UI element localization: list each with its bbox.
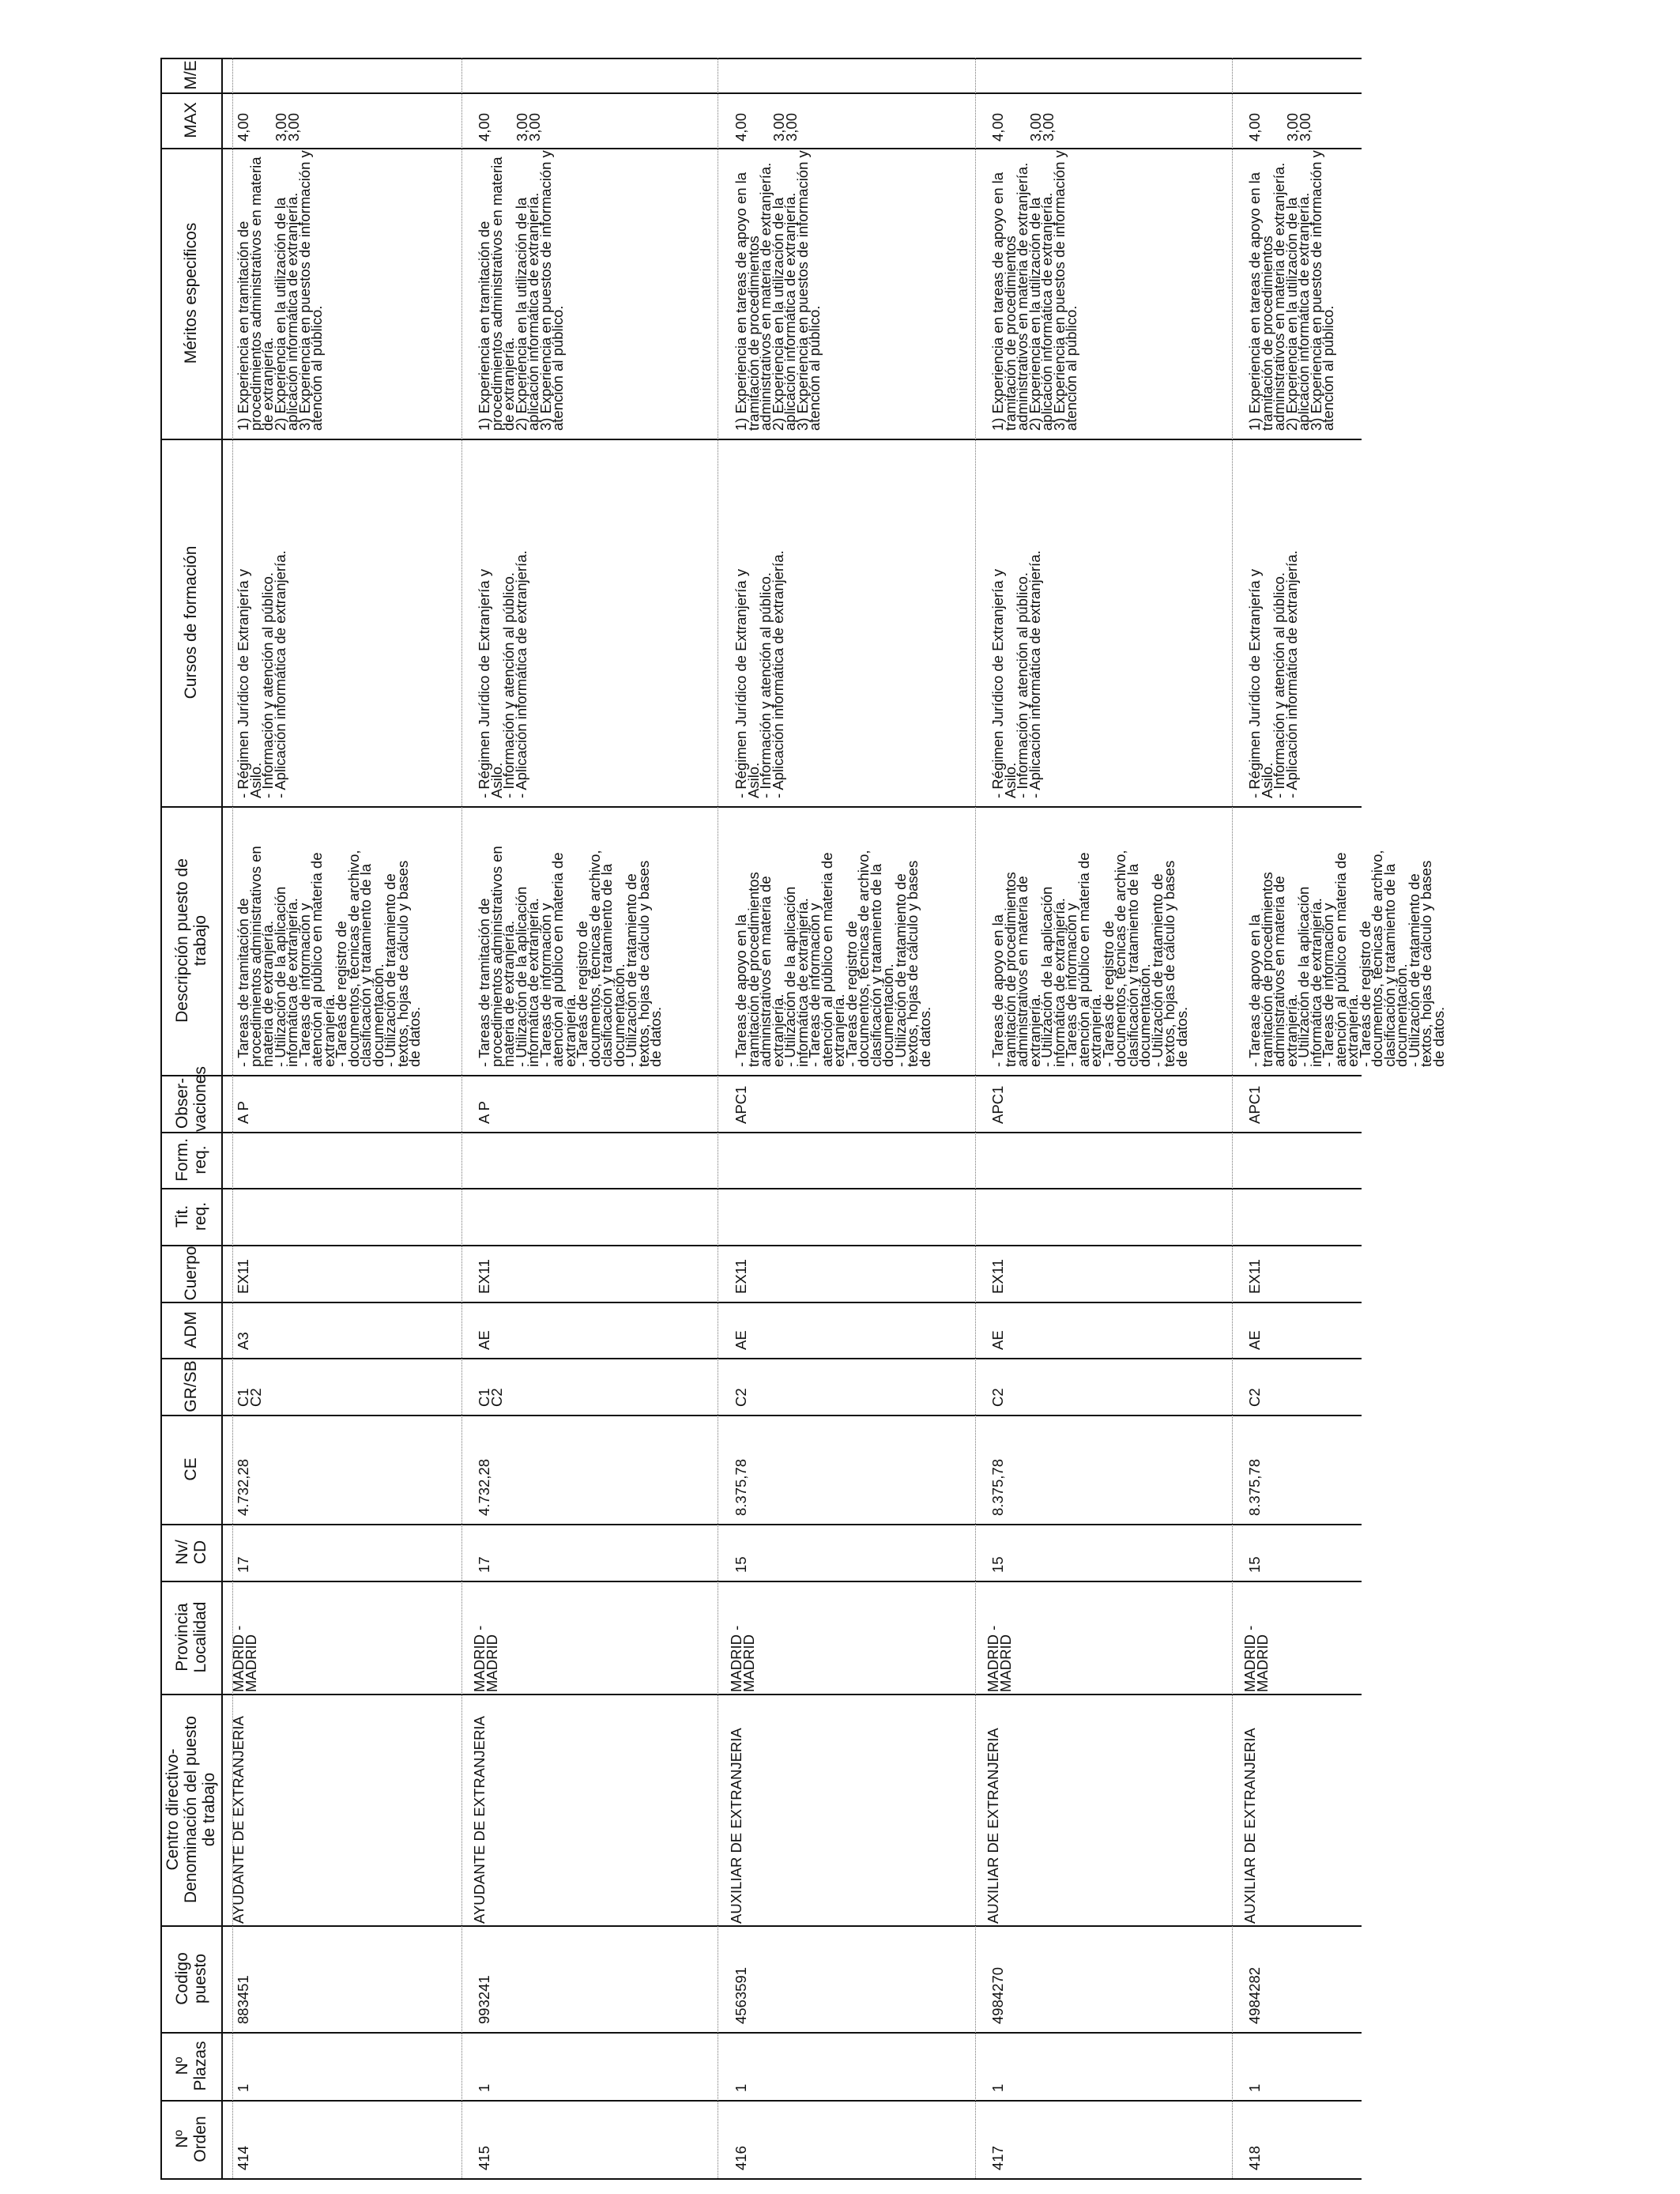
column-separator [160, 1302, 1362, 1303]
row-orden: 414 [235, 2146, 251, 2170]
column-separator [160, 148, 1362, 149]
row-adm: AE [476, 1330, 492, 1350]
row-nivel: 17 [476, 1556, 492, 1573]
row-max-value: 3,00 [1284, 112, 1301, 141]
column-separator [160, 1581, 1362, 1582]
header-right-border [221, 58, 223, 2178]
header-grupo: GR/SB [182, 1360, 200, 1412]
row-codigo: 993241 [476, 1975, 492, 2024]
column-separator [160, 1415, 1362, 1416]
header-centro: Centro directivo- Denominación del puesto de trabajo [164, 1716, 218, 1903]
table-bottom-border [160, 2178, 1362, 2180]
row-max-value: 3,00 [285, 112, 302, 141]
header-max: MAX [182, 102, 200, 138]
row-descripcion: - Tareas de apoyo en la tramitación de procedimientos administrativos en materia de extranjería. - Utilización de la aplicación informática de extranjería. - Tareas de información y atención al público en materia de extranjería. - Tareas de registro de documentos, técnicas de archivo, clasificación y tratamiento de la documentación. - Utilización de tratamiento de textos, hojas de cálculo y bases de datos. [1246, 850, 1447, 1067]
header-cursos: Cursos de formación [182, 545, 200, 699]
row-meritos: 1) Experiencia en tareas de apoyo en la tramitación de procedimientos administrativos en materia de extranjería. 2) Experiencia en la utilización de la aplicación informática de extranjería. 3) Experiencia en puestos de información y atención al público. [1246, 150, 1336, 431]
row-cuerpo: EX11 [733, 1259, 749, 1294]
column-separator [160, 1925, 1362, 1927]
column-separator [160, 1132, 1362, 1133]
row-cursos: - Régimen Jurídico de Extranjería y Asilo. - Información y atención al público. - Aplicación informática de extranjería. [989, 550, 1043, 798]
header-cuerpo: Cuerpo [182, 1246, 200, 1301]
row-denominacion: AYUDANTE DE EXTRANJERIA [230, 1716, 247, 1924]
row-orden: 416 [733, 2146, 749, 2170]
header-plazas: Nº Plazas [172, 2041, 209, 2091]
row-cuerpo: EX11 [1246, 1259, 1263, 1294]
row-cuerpo: EX11 [476, 1259, 492, 1294]
row-observaciones: APC1 [989, 1085, 1006, 1124]
row-ce: 8.375,78 [989, 1458, 1006, 1516]
table-left-border [160, 58, 162, 2178]
row-ce: 8.375,78 [1246, 1458, 1263, 1516]
row-cuerpo: EX11 [989, 1259, 1006, 1294]
row-codigo: 4984270 [989, 1966, 1006, 2024]
row-grupo: C2 [1246, 1388, 1263, 1407]
row-orden: 418 [1246, 2146, 1263, 2170]
row-max-value: 3,00 [783, 112, 800, 141]
row-denominacion: AUXILIAR DE EXTRANJERIA [728, 1728, 744, 1924]
row-adm: AE [1246, 1330, 1263, 1350]
column-separator [160, 2032, 1362, 2034]
row-denominacion: AUXILIAR DE EXTRANJERIA [985, 1728, 1001, 1924]
row-provincia: MADRID - MADRID [1241, 1625, 1271, 1692]
row-max-value: 3,00 [514, 112, 530, 141]
column-separator [160, 1694, 1362, 1695]
header-me: M/E [182, 60, 200, 90]
column-separator [160, 439, 1362, 440]
row-max-value: 3,00 [1297, 112, 1313, 141]
header-titulacion: Tit. req. [172, 1201, 209, 1231]
column-separator [160, 92, 1362, 94]
header-formacion: Form. req. [172, 1138, 209, 1182]
column-separator [160, 2100, 1362, 2102]
column-separator [160, 806, 1362, 808]
row-grupo: C1 C2 [235, 1388, 264, 1407]
column-separator [160, 1188, 1362, 1189]
row-meritos: 1) Experiencia en tramitación de procedimientos administrativos en materia de extranjería. 2) Experiencia en la utilización de la aplicación informática de extranjería. 3) Experiencia en puestos de información y atención al público. [476, 150, 566, 431]
row-descripcion: - Tareas de tramitación de procedimientos administrativos en materia de extranjería. - Utilización de la aplicación informática de extranjería. - Tareas de información y atención al público en materia de extranjería. - Tareas de registro de documentos, técnicas de archivo, clasificación y tratamiento de la documentación. - Utilización de tratamiento de textos, hojas de cálculo y bases de datos. [476, 846, 664, 1067]
row-max-value: 3,00 [526, 112, 543, 141]
row-observaciones: A P [235, 1101, 251, 1124]
row-plazas: 1 [235, 2083, 251, 2092]
row-observaciones: A P [476, 1101, 492, 1124]
row-cursos: - Régimen Jurídico de Extranjería y Asilo. - Información y atención al público. - Aplicación informática de extranjería. [235, 550, 288, 798]
header-orden: Nº Orden [172, 2116, 209, 2162]
row-adm: A3 [235, 1332, 251, 1350]
table-top-border [160, 58, 1362, 59]
row-separator [975, 58, 976, 2178]
row-denominacion: AYUDANTE DE EXTRANJERIA [471, 1716, 488, 1924]
row-codigo: 4563591 [733, 1966, 749, 2024]
row-separator [1232, 58, 1233, 2178]
row-meritos: 1) Experiencia en tareas de apoyo en la tramitación de procedimientos administrativos en materia de extranjería. 2) Experiencia en la utilización de la aplicación informática de extranjería. 3) Experiencia en puestos de información y atención al público. [733, 150, 823, 431]
row-nivel: 17 [235, 1556, 251, 1573]
row-ce: 4.732,28 [476, 1458, 492, 1516]
row-observaciones: APC1 [1246, 1085, 1263, 1124]
row-max-value: 3,00 [1027, 112, 1044, 141]
row-max-value: 3,00 [770, 112, 787, 141]
header-provincia: Provincia Localidad [172, 1601, 209, 1673]
header-observaciones: Obser- vaciones [172, 1066, 209, 1132]
row-provincia: MADRID - MADRID [471, 1625, 500, 1692]
header-ce: CE [182, 1457, 200, 1481]
row-nivel: 15 [989, 1556, 1006, 1573]
row-provincia: MADRID - MADRID [985, 1625, 1014, 1692]
row-denominacion: AUXILIAR DE EXTRANJERIA [1241, 1728, 1258, 1924]
row-descripcion: - Tareas de apoyo en la tramitación de procedimientos administrativos en materia de extranjería. - Utilización de la aplicación informática de extranjería. - Tareas de información y atención al público en materia de extranjería. - Tareas de registro de documentos, técnicas de archivo, clasificación y tratamiento de la documentación. - Utilización de tratamiento de textos, hojas de cálculo y bases de datos. [733, 850, 933, 1067]
row-max-value: 4,00 [989, 112, 1006, 141]
row-plazas: 1 [733, 2083, 749, 2092]
row-ce: 8.375,78 [733, 1458, 749, 1516]
row-separator [461, 58, 462, 2178]
row-max-value: 4,00 [1246, 112, 1263, 141]
row-plazas: 1 [476, 2083, 492, 2092]
row-max-value: 3,00 [273, 112, 289, 141]
row-meritos: 1) Experiencia en tramitación de procedimientos administrativos en materia de extranjería. 2) Experiencia en la utilización de la aplicación informática de extranjería. 3) Experiencia en puestos de información y atención al público. [235, 150, 325, 431]
header-nivel: Nv/ CD [172, 1540, 209, 1565]
column-separator [160, 1075, 1362, 1076]
row-provincia: MADRID - MADRID [230, 1625, 259, 1692]
row-meritos: 1) Experiencia en tareas de apoyo en la tramitación de procedimientos administrativos en materia de extranjería. 2) Experiencia en la utilización de la aplicación informática de extranjería. 3) Experiencia en puestos de información y atención al público. [989, 150, 1079, 431]
row-orden: 417 [989, 2146, 1006, 2170]
row-plazas: 1 [1246, 2083, 1263, 2092]
row-observaciones: APC1 [733, 1085, 749, 1124]
row-codigo: 4984282 [1246, 1966, 1263, 2024]
row-adm: AE [733, 1330, 749, 1350]
header-descripcion: Descripción puesto de trabajo [172, 858, 209, 1023]
row-grupo: C2 [733, 1388, 749, 1407]
row-descripcion: - Tareas de apoyo en la tramitación de procedimientos administrativos en materia de extranjería. - Utilización de la aplicación informática de extranjería. - Tareas de información y atención al público en materia de extranjería. - Tareas de registro de documentos, técnicas de archivo, clasificación y tratamiento de la documentación. - Utilización de tratamiento de textos, hojas de cálculo y bases de datos. [989, 850, 1190, 1067]
header-adm: ADM [182, 1311, 200, 1348]
row-max-value: 4,00 [476, 112, 492, 141]
row-max-value: 4,00 [235, 112, 251, 141]
row-plazas: 1 [989, 2083, 1006, 2092]
header-codigo: Codigo puesto [172, 1952, 209, 2005]
row-orden: 415 [476, 2146, 492, 2170]
row-descripcion: - Tareas de tramitación de procedimientos administrativos en materia de extranjería. - Utilización de la aplicación informática de extranjería. - Tareas de información y atención al público en materia de extranjería. - Tareas de registro de documentos, técnicas de archivo, clasificación y tratamiento de la documentación. - Utilización de tratamiento de textos, hojas de cálculo y bases de datos. [235, 846, 423, 1067]
column-separator [160, 1524, 1362, 1525]
row-cuerpo: EX11 [235, 1259, 251, 1294]
row-adm: AE [989, 1330, 1006, 1350]
column-separator [160, 1245, 1362, 1246]
row-nivel: 15 [1246, 1556, 1263, 1573]
row-grupo: C1 C2 [476, 1388, 505, 1407]
column-separator [160, 1358, 1362, 1359]
row-cursos: - Régimen Jurídico de Extranjería y Asilo. - Información y atención al público. - Aplicación informática de extranjería. [733, 550, 786, 798]
row-provincia: MADRID - MADRID [728, 1625, 757, 1692]
row-cursos: - Régimen Jurídico de Extranjería y Asilo. - Información y atención al público. - Aplicación informática de extranjería. [1246, 550, 1300, 798]
row-grupo: C2 [989, 1388, 1006, 1407]
header-meritos: Méritos especificos [182, 222, 200, 364]
row-max-value: 4,00 [733, 112, 749, 141]
row-nivel: 15 [733, 1556, 749, 1573]
row-max-value: 3,00 [1040, 112, 1057, 141]
row-ce: 4.732,28 [235, 1458, 251, 1516]
row-codigo: 883451 [235, 1975, 251, 2024]
row-cursos: - Régimen Jurídico de Extranjería y Asilo. - Información y atención al público. - Aplicación informática de extranjería. [476, 550, 529, 798]
